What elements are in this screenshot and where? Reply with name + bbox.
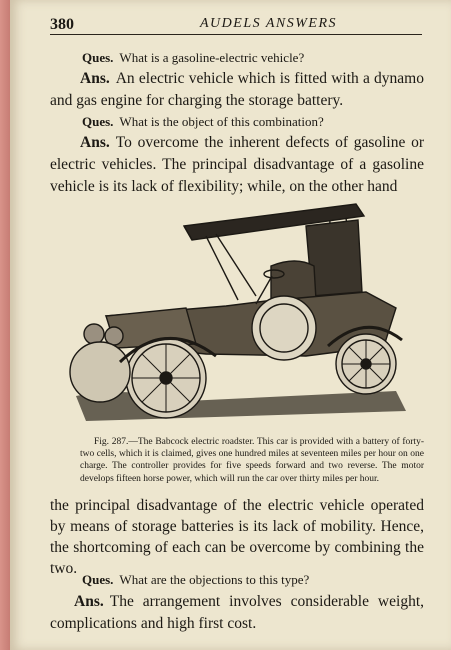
- answer-text: To overcome the inherent defects of gasoline or electric vehicles. The principal disadvantage of a gasoline vehicle is its lack of flexibility; while, on the other hand: [50, 134, 424, 195]
- caption-text: Fig. 287.—The Babcock electric roadster. This car is provided with a battery of forty-two cells, which it is claimed, gives one hundred miles at seventeen miles per hour on one charge. The controller provides for five speeds forward and two reverse. The motor develops fifteen horse power, which will run the car over thirty miles per hour.: [80, 437, 424, 484]
- roadster-illustration: [66, 196, 416, 428]
- question-text: What is a gasoline-electric vehicle?: [119, 50, 305, 65]
- answer-text: An electric vehicle which is fitted with a dynamo and gas engine for charging the storage battery.: [50, 70, 424, 109]
- page-header: [50, 12, 422, 35]
- answer-3: [50, 591, 424, 635]
- ans-label: Ans.: [80, 134, 110, 151]
- question-1: [50, 50, 424, 66]
- ans-label: Ans.: [74, 593, 104, 610]
- ques-label: Ques.: [82, 50, 114, 65]
- answer-text: The arrangement involves considerable weight, complications and high first cost.: [50, 593, 424, 632]
- question-3: [50, 572, 424, 588]
- ques-label: Ques.: [82, 114, 114, 129]
- running-title: AUDELS ANSWERS: [200, 16, 338, 31]
- question-2: [50, 114, 424, 130]
- question-text: What are the objections to this type?: [119, 572, 310, 587]
- answer-1: [50, 68, 424, 112]
- question-text: What is the object of this combination?: [119, 114, 324, 129]
- ans-label: Ans.: [80, 70, 110, 87]
- ques-label: Ques.: [82, 572, 114, 587]
- book-spine-edge: [0, 0, 10, 650]
- page-number: 380: [50, 16, 74, 33]
- continuation-paragraph: the principal disadvantage of the electric vehicle operated by means of storage batteries is its lack of mobility. Hence, the shortcoming of each can be overcome by combining the two.: [50, 497, 424, 577]
- figure-caption: [80, 436, 424, 485]
- answer-2: [50, 132, 424, 198]
